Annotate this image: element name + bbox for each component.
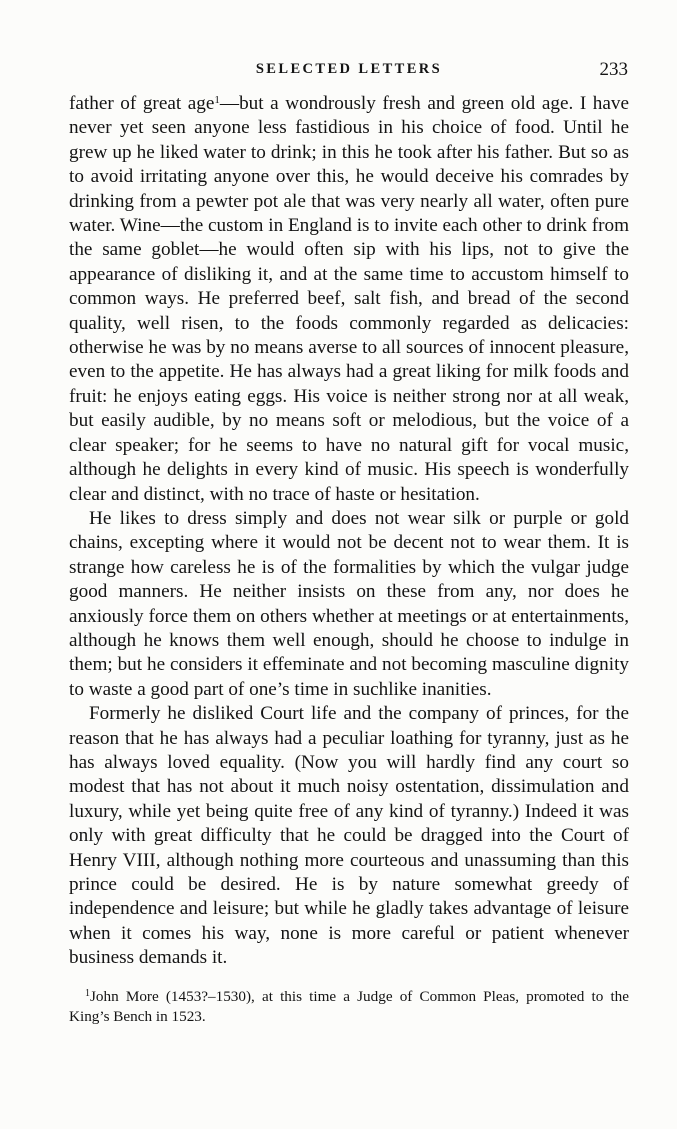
paragraph-1-start: father of great age	[69, 93, 215, 114]
book-page	[69, 58, 629, 1027]
body-text	[69, 92, 629, 971]
footnote-text: John More (1453?–1530), at this time a Judge of Common Pleas, promoted to the King’s Bench in 1523.	[69, 987, 629, 1025]
footnote	[69, 987, 629, 1027]
footnote-reference: 1	[214, 94, 220, 106]
footnote-marker: 1	[85, 987, 90, 999]
paragraph-1-rest: —but a wondrously fresh and green old age. I have never yet seen anyone less fastidious in his choice of food. Until he grew up he liked water to drink; in this he took after his father. But so as to avoid irritating anyone over this, he would deceive his comrades by drinking from a pewter pot ale that was very nearly all water, often pure water. Wine—the custom in England is to invite each other to drink from the same goblet—he would often sip with his lips, not to give the appearance of disliking it, and at the same time to accustom himself to common ways. He preferred beef, salt fish, and bread of the second quality, well risen, to the foods commonly regarded as delicacies: otherwise he was by no means averse to all sources of innocent pleasure, even to the appetite. He has always had a great liking for milk foods and fruit: he enjoys eating eggs. His voice is neither strong nor at all weak, but easily audible, by no means soft or melodious, but the voice of a clear speaker; for he seems to have no natural gift for vocal music, although he delights in every kind of music. His speech is wonderfully clear and distinct, with no trace of haste or hesitation.	[69, 93, 629, 505]
paragraph-2: He likes to dress simply and does not wear silk or purple or gold chains, excepting where it would not be decent not to wear them. It is strange how careless he is of the formalities by which the vulgar judge good manners. He neither insists on these from any, nor does he anxiously force them on others whether at meetings or at entertainments, although he knows them well enough, should he choose to indulge in them; but he considers it effeminate and not becoming masculine dignity to waste a good part of one’s time in suchlike inanities.	[69, 507, 629, 700]
running-head: SELECTED LETTERS	[255, 61, 443, 77]
paragraph-3: Formerly he disliked Court life and the company of princes, for the reason that he has always had a peculiar loathing for tyranny, just as he has always loved equality. (Now you will hardly find any court so modest that has not about it much noisy ostentation, dissimulation and luxury, while yet being quite free of any kind of tyranny.) Indeed it was only with great difficulty that he could be dragged into the Court of Henry VIII, although nothing more courteous and unassuming than this prince could be desired. He is by nature somewhat greedy of independence and leisure; but while he gladly takes advantage of leisure when it comes his way, none is more careful or patient whenever business demands it.	[69, 703, 629, 969]
page-number: 233	[599, 59, 628, 80]
page-header	[69, 58, 629, 84]
paragraph-1	[69, 92, 629, 507]
